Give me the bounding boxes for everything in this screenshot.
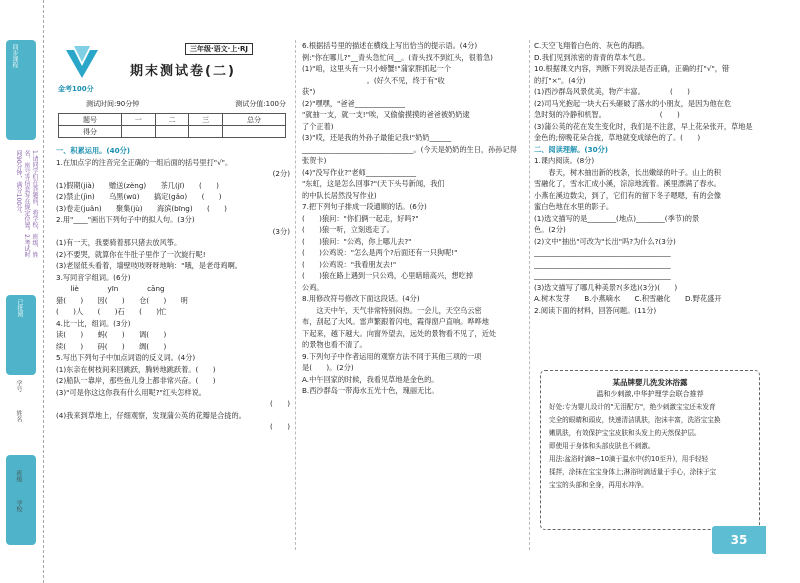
field-student-id: 学号 bbox=[15, 380, 22, 392]
score-col-header: 题号 bbox=[59, 114, 122, 126]
question-line: (4)我来到草地上，仔细观察，发现蒲公英的花瓣是合拢的。 bbox=[56, 410, 246, 420]
question-line: 5.写出下列句子中加点词语的反义词。(4分) bbox=[56, 353, 196, 362]
question-line: 春天，树木抽出新的枝条，长出嫩绿的叶子。山上的积 bbox=[534, 167, 721, 177]
question-line: 9.下列句子中作者运用的观察方法不同于其他三项的一项 bbox=[302, 351, 482, 361]
score-cell[interactable] bbox=[222, 126, 285, 138]
question-line: ( ) bbox=[270, 399, 290, 408]
exam-total: 测试分值:100分 bbox=[235, 100, 286, 108]
question-line: (1)东亲在树枝间来回跳跃，腾转地跳跃着。( ) bbox=[56, 364, 216, 374]
question-line: 1.在加点字的注音完全正确的一组后面的括号里打"√"。 bbox=[56, 157, 233, 167]
question-line: (2分) bbox=[272, 169, 290, 178]
question-line: ( )人 ( )石 ( )忙 bbox=[56, 307, 167, 316]
score-col-header: 一 bbox=[122, 114, 156, 126]
ad-line: 嫩肌肤，有效保护宝宝皮肤和头发上的天然保护层。 bbox=[549, 429, 701, 437]
question-line: (3)蒲公英的花在发生变化时，我们是不注意，早上花朵张开，草地是 bbox=[534, 121, 753, 131]
question-line: (2)不要哭，就算你在牛肚子里作了一次旋行呢! bbox=[56, 249, 206, 259]
question-line: (3分) bbox=[272, 226, 290, 236]
column-1 bbox=[56, 145, 290, 433]
ad-line: 好处:专为婴儿设计的"无泪配方"，绝少刺激宝宝还未发育 bbox=[549, 403, 716, 411]
question-line: 续( ) 码( ) 绸( ) bbox=[56, 341, 167, 351]
question-line: ( ) bbox=[270, 422, 290, 431]
brand-logo-icon bbox=[60, 42, 104, 86]
ad-body bbox=[549, 401, 753, 492]
question-line: ( )公鸡说："我看朋友去!" bbox=[302, 259, 397, 269]
field-class: 班级 bbox=[15, 470, 22, 482]
question-line: 2.阅读下面的材料，回答问题。(11分) bbox=[534, 305, 657, 315]
question-line: 张贺卡) bbox=[302, 156, 327, 165]
page-title: 期末测试卷(二) bbox=[130, 64, 236, 79]
question-line: D.我们见到浓密的青青的草本气息。 bbox=[534, 52, 650, 62]
question-line: 金色的;傍晚花朵合拢，草地就变成绿色的了。( ) bbox=[534, 133, 701, 142]
question-line: C.天空飞翔着白色的、灰色的海鸥。 bbox=[534, 41, 650, 50]
question-line: ( )公鸡说："怎么是两个?后面还有一只狗呢!" bbox=[302, 248, 458, 257]
question-line: 。(好久不见，终于有"收 bbox=[302, 75, 445, 85]
grade-tag: 三年级·语文·上·RJ bbox=[185, 43, 253, 55]
question-line: (3)"可是你这这你我有什么用呢?"红头怎样说。 bbox=[56, 387, 206, 397]
question-line: (1)有一天，我要骑着那只猪去放风筝。 bbox=[56, 238, 182, 247]
score-cell[interactable] bbox=[122, 126, 156, 138]
ad-line: 完全的眼睛和頭皮，快速清洁肌肤，泡沫丰富，洗浴宝宝换 bbox=[549, 416, 721, 424]
section-heading: 二、阅读理解。(30分) bbox=[534, 144, 609, 154]
question-line: (2)"嘿嘿，"爸爸______________ bbox=[302, 98, 406, 108]
score-col-header: 二 bbox=[155, 114, 189, 126]
question-line: "东虹，这是怎么回事?"(天下头号新闻，我们 bbox=[302, 179, 445, 188]
column-divider bbox=[295, 40, 296, 550]
section-heading: 一、积累运用。(40分) bbox=[56, 146, 131, 155]
question-line: 急时刻的冷静和机智。 ( ) bbox=[534, 110, 680, 119]
question-line: 了个正着) bbox=[302, 121, 334, 131]
question-line: (1)西沙群岛风景优美，物产丰富。 ( ) bbox=[534, 87, 690, 96]
question-line: 读( ) 蚂( ) 调( ) bbox=[56, 330, 167, 339]
column-divider bbox=[529, 40, 530, 550]
ad-line: 宝宝的头部和全身，再用水冲净。 bbox=[549, 481, 648, 489]
question-line: (3)"哎，还是我的外孙子最能记我!"奶奶______ bbox=[302, 133, 452, 142]
question-line: (1)假期(jià) 赠送(zèng) 茶几(jī) ( ) bbox=[56, 180, 219, 190]
question-line: 10.根据课文内容，判断下列说法是否正确，正确的打"√"，错 bbox=[534, 64, 730, 73]
ad-line: 揉拌，涂抹在宝宝身体上;淋浴时滴适量于手心，涂抹于宝 bbox=[549, 468, 717, 476]
brand-subtitle: 金考100分 bbox=[58, 85, 94, 93]
ad-line: 即使用于身体和头部皮肤也不刺激。 bbox=[549, 442, 655, 450]
column-2 bbox=[302, 40, 526, 397]
score-table bbox=[58, 113, 286, 138]
question-line: ( )狼问："公鸡，你上哪儿去?" bbox=[302, 236, 412, 246]
question-line: 色。(2分) bbox=[534, 225, 566, 234]
question-line: 3.写同音字组词。(6分) bbox=[56, 272, 131, 282]
question-line: 获") bbox=[302, 87, 316, 96]
question-line: A.中午回家的时候，我看见草地是金色的。 bbox=[302, 374, 439, 384]
question-line: 小燕在溪边数尖，到了，它们有的留下冬子嗯嗯，有的会像 bbox=[534, 190, 721, 200]
question-line: (4)"没写作业?"老师______________ bbox=[302, 167, 417, 177]
question-line: _______________________________。(今天是奶奶的生日，孙孙记得 bbox=[302, 144, 517, 154]
question-line: 2.用"____"画出下列句子中的拟人句。(3分) bbox=[56, 215, 195, 224]
column-3 bbox=[534, 40, 766, 316]
question-line: 公鸡。 bbox=[302, 282, 324, 292]
question-line: 1.课内阅读。(8分) bbox=[534, 156, 595, 165]
question-line: 6.根据括号里的描述在横线上写出恰当的提示语。(4分) bbox=[302, 41, 478, 50]
question-line: "就抽一支，就一支!"唉，又偷偷摸摸的爸爸被奶奶逮 bbox=[302, 110, 470, 119]
sidebar-mid-tab bbox=[6, 295, 36, 375]
question-line: liè yīn cāng bbox=[56, 284, 165, 293]
question-line: B.西沙群岛一带海水五光十色，瑰丽无比。 bbox=[302, 386, 439, 395]
question-line: 是( )。(2分) bbox=[302, 363, 354, 372]
sidebar-top-label: 同步课程 bbox=[11, 44, 18, 68]
score-row-label: 得分 bbox=[59, 126, 122, 138]
question-line: 4.比一比，组词。(3分) bbox=[56, 318, 131, 328]
question-line: 雪融化了，雪水汇成小溪，淙淙地流着。溪里漂满了春水。 bbox=[534, 179, 721, 188]
question-line: (1)"咱，这里头有一只小螃蟹!"蒲家胖抓起一个 bbox=[302, 64, 452, 73]
score-col-header: 三 bbox=[189, 114, 223, 126]
field-name: 姓名 bbox=[15, 410, 22, 422]
score-col-header: 总分 bbox=[222, 114, 285, 126]
question-line: (1)选文描写的是________(地点)________(季节)的景 bbox=[534, 213, 700, 223]
question-line: 下起来，越下越大。向窗外望去，远处的景物看不见了，近处 bbox=[302, 328, 497, 338]
question-line: ( )狼问："你们俩一起走，好吗?" bbox=[302, 213, 419, 223]
question-line: (3)选文描写了哪几种美景?(多选)(3分)( ) bbox=[534, 282, 678, 292]
ad-line: 用法:盆浴时滴8~10滴于温水中(约10至升)，用手轻轻 bbox=[549, 455, 709, 463]
question-line: 布，刮起了大风。雷声繁跟着闪电，霞得窗户直响。哗哗地 bbox=[302, 317, 489, 326]
question-line: A.树木发芽 B.小燕嘀水 C.积雪融化 D.野花盛开 bbox=[534, 294, 722, 303]
question-line: (3)卷走(juǎn) 聚集(jù) 海滨(bīng) ( ) bbox=[56, 203, 227, 213]
question-line: ______________________________________ bbox=[534, 271, 671, 280]
question-line: 这天中午，天气非常特别闷热。一会儿，天空乌云密 bbox=[302, 305, 482, 315]
question-line: (3)老屋低头看着，墙壁吱吱呀呀地响："哦，是老母鸡啊。 bbox=[56, 261, 242, 270]
question-line: (2)禁止(jìn) 乌黑(wū) 搞定(gǎo) ( ) bbox=[56, 192, 222, 201]
question-line: 7.把下列句子排成一段通顺的话。(6分) bbox=[302, 202, 427, 211]
question-line: 的打"×"。(4分) bbox=[534, 75, 586, 85]
exam-time: 测试时间:90分钟 bbox=[86, 100, 140, 108]
binding-sidebar bbox=[0, 0, 44, 583]
page-number: 35 bbox=[712, 526, 766, 554]
field-school: 学校 bbox=[15, 500, 22, 512]
question-line: (2)船队一靠岸，那些鱼儿身上都非常兴奋。( ) bbox=[56, 376, 216, 385]
ad-title: 某品牌婴儿洗发沐浴露 bbox=[612, 378, 688, 387]
question-line: ______________________________________ bbox=[534, 248, 671, 257]
question-line: ( )狼一听，立刻逃走了。 bbox=[302, 225, 394, 234]
ad-material-box bbox=[540, 370, 760, 530]
exam-meta bbox=[86, 99, 286, 109]
question-line: 猎( ) 因( ) 仓( ) 明 bbox=[56, 295, 188, 305]
question-line: 例:"你在哪儿?"__青头急忙问__。(青头找不到红头，很着急) bbox=[302, 52, 493, 62]
sidebar-mid-label: 已批阅 bbox=[16, 299, 23, 317]
question-line: 的中队长居然没写作业) bbox=[302, 190, 377, 200]
ad-subtitle: 温和少刺激,中华护理学会联合推荐 bbox=[596, 390, 704, 398]
question-line: 8.用修改符号修改下面这段话。(4分) bbox=[302, 294, 420, 303]
score-cell[interactable] bbox=[189, 126, 223, 138]
question-line: (2)司马光抱起一块大石头砸破了落水的小朋友，是因为他在危 bbox=[534, 98, 732, 108]
sidebar-notice: 1.请同学们在答题前，将学校、班级、姓名、座号等信息写在规定位置。2.考试时间90分钟，满分100分。 bbox=[15, 150, 38, 258]
question-line: (2)文中"抽出"可改为"长出"吗?为什么?(3分) bbox=[534, 236, 676, 246]
score-cell[interactable] bbox=[155, 126, 189, 138]
question-line: ______________________________________ bbox=[534, 259, 671, 269]
question-line: 蜜白色地在水里的影子。 bbox=[534, 202, 614, 211]
question-line: 的景物也看不清了。 bbox=[302, 340, 367, 349]
question-line: ( )狼在路上遇到一只公鸡，心里暗暗高兴，想吃掉 bbox=[302, 271, 473, 280]
